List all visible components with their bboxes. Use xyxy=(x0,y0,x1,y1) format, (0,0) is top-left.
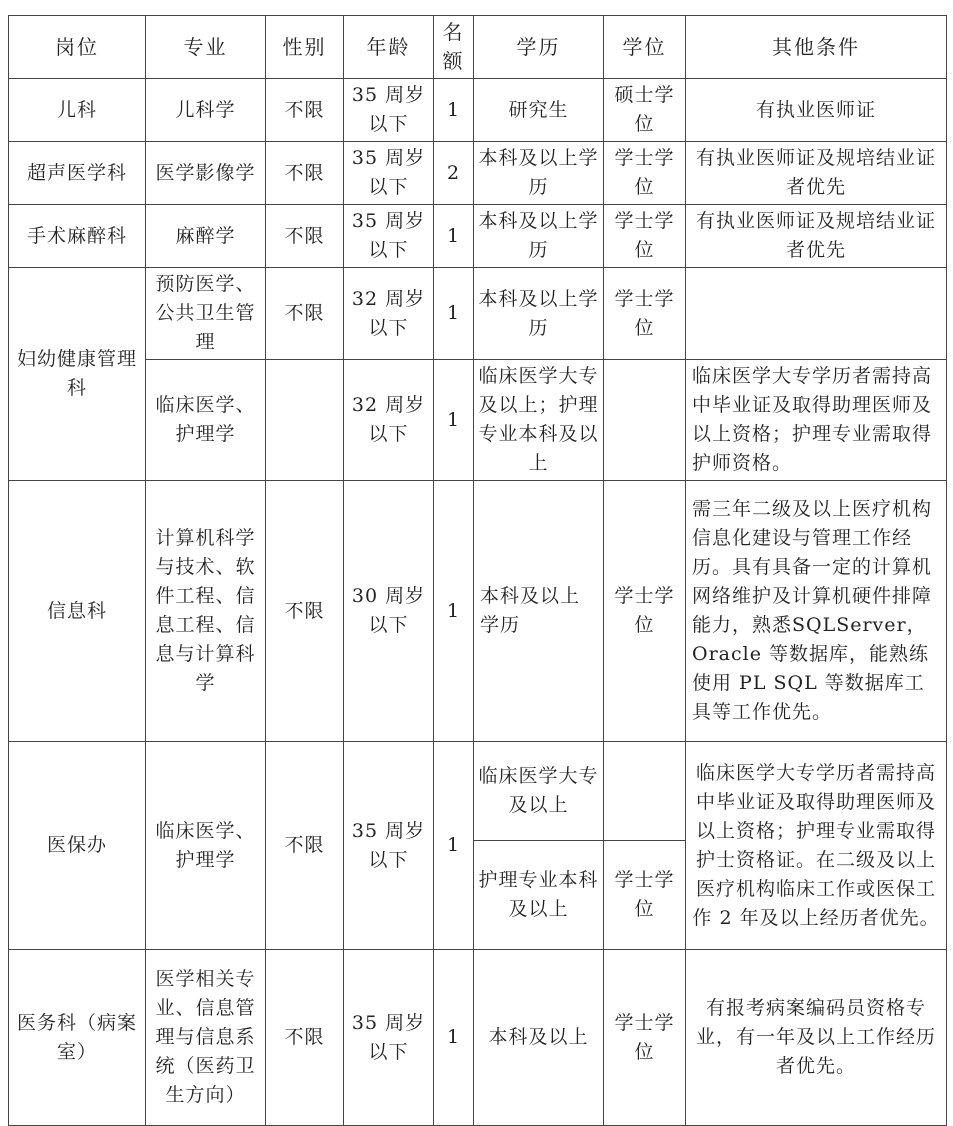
cell-major: 医学影像学 xyxy=(146,142,266,205)
cell-education: 研究生 xyxy=(474,79,604,142)
cell-degree xyxy=(604,360,686,481)
cell-major: 临床医学、护理学 xyxy=(146,360,266,481)
cell-degree: 学士学位 xyxy=(604,142,686,205)
header-degree: 学位 xyxy=(604,16,686,79)
cell-other xyxy=(686,268,947,360)
table-row xyxy=(9,360,947,481)
cell-position: 手术麻醉科 xyxy=(9,205,146,268)
cell-age: 32 周岁以下 xyxy=(344,268,434,360)
header-gender: 性别 xyxy=(266,16,344,79)
header-education: 学历 xyxy=(474,16,604,79)
cell-major: 计算机科学与技术、软件工程、信息工程、信息与计算科学 xyxy=(146,481,266,742)
cell-gender: 不限 xyxy=(266,268,344,360)
cell-other: 有执业医师证 xyxy=(686,79,947,142)
cell-other: 有执业医师证及规培结业证者优先 xyxy=(686,142,947,205)
table-row xyxy=(9,205,947,268)
cell-gender: 不限 xyxy=(266,79,344,142)
recruitment-table xyxy=(8,15,947,1126)
cell-gender: 不限 xyxy=(266,742,344,950)
cell-other: 有执业医师证及规培结业证者优先 xyxy=(686,205,947,268)
cell-gender xyxy=(266,360,344,481)
cell-gender: 不限 xyxy=(266,950,344,1126)
cell-education: 本科及以上学历 xyxy=(474,142,604,205)
table-row xyxy=(9,268,947,360)
cell-gender: 不限 xyxy=(266,142,344,205)
cell-gender: 不限 xyxy=(266,481,344,742)
cell-quota: 1 xyxy=(434,79,474,142)
cell-position: 超声医学科 xyxy=(9,142,146,205)
header-position: 岗位 xyxy=(9,16,146,79)
cell-position: 儿科 xyxy=(9,79,146,142)
cell-education: 本科及以上学历 xyxy=(474,481,604,742)
cell-major: 医学相关专业、信息管理与信息系统（医药卫生方向） xyxy=(146,950,266,1126)
cell-quota: 1 xyxy=(434,950,474,1126)
table-row xyxy=(9,742,947,841)
cell-position: 医保办 xyxy=(9,742,146,950)
table-row xyxy=(9,481,947,742)
table-row xyxy=(9,950,947,1126)
cell-degree: 学士学位 xyxy=(604,950,686,1126)
cell-quota: 1 xyxy=(434,205,474,268)
cell-education: 临床医学大专及以上；护理专业本科及以上 xyxy=(474,360,604,481)
cell-age: 35 周岁以下 xyxy=(344,742,434,950)
cell-education: 本科及以上学历 xyxy=(474,268,604,360)
table-row xyxy=(9,142,947,205)
header-row xyxy=(9,16,947,79)
cell-major: 儿科学 xyxy=(146,79,266,142)
cell-other: 临床医学大专学历者需持高中毕业证及取得助理医师及以上资格；护理专业需取得护师资格。 xyxy=(686,360,947,481)
cell-age: 35 周岁以下 xyxy=(344,205,434,268)
cell-degree: 学士学位 xyxy=(604,205,686,268)
cell-age: 35 周岁以下 xyxy=(344,950,434,1126)
header-other: 其他条件 xyxy=(686,16,947,79)
cell-quota: 1 xyxy=(434,742,474,950)
table-row xyxy=(9,79,947,142)
cell-education: 护理专业本科及以上 xyxy=(474,841,604,950)
header-major: 专业 xyxy=(146,16,266,79)
cell-major: 临床医学、护理学 xyxy=(146,742,266,950)
cell-position: 妇幼健康管理科 xyxy=(9,268,146,481)
cell-quota: 1 xyxy=(434,481,474,742)
cell-quota: 2 xyxy=(434,142,474,205)
cell-age: 32 周岁以下 xyxy=(344,360,434,481)
cell-degree xyxy=(604,742,686,841)
cell-other: 临床医学大专学历者需持高中毕业证及取得助理医师及以上资格；护理专业需取得护士资格证。在二级及以上医疗机构临床工作或医保工作 2 年及以上经历者优先。 xyxy=(686,742,947,950)
cell-position: 医务科（病案室） xyxy=(9,950,146,1126)
cell-degree: 学士学位 xyxy=(604,268,686,360)
cell-age: 35 周岁以下 xyxy=(344,142,434,205)
cell-quota: 1 xyxy=(434,360,474,481)
cell-quota: 1 xyxy=(434,268,474,360)
cell-gender: 不限 xyxy=(266,205,344,268)
cell-education: 本科及以上学历 xyxy=(474,205,604,268)
cell-major: 预防医学、公共卫生管理 xyxy=(146,268,266,360)
cell-position: 信息科 xyxy=(9,481,146,742)
header-age: 年龄 xyxy=(344,16,434,79)
cell-other: 需三年二级及以上医疗机构信息化建设与管理工作经历。具有具备一定的计算机网络维护及计算机硬件排障能力，熟悉SQLServer，Oracle 等数据库，能熟练使用 PL SQL 等数据库工具等工作优先。 xyxy=(686,481,947,742)
cell-degree: 硕士学位 xyxy=(604,79,686,142)
cell-education: 本科及以上 xyxy=(474,950,604,1126)
cell-other: 有报考病案编码员资格专业，有一年及以上工作经历者优先。 xyxy=(686,950,947,1126)
cell-degree: 学士学位 xyxy=(604,481,686,742)
cell-major: 麻醉学 xyxy=(146,205,266,268)
cell-age: 30 周岁以下 xyxy=(344,481,434,742)
cell-age: 35 周岁以下 xyxy=(344,79,434,142)
cell-degree: 学士学位 xyxy=(604,841,686,950)
header-quota: 名额 xyxy=(434,16,474,79)
cell-education: 临床医学大专及以上 xyxy=(474,742,604,841)
